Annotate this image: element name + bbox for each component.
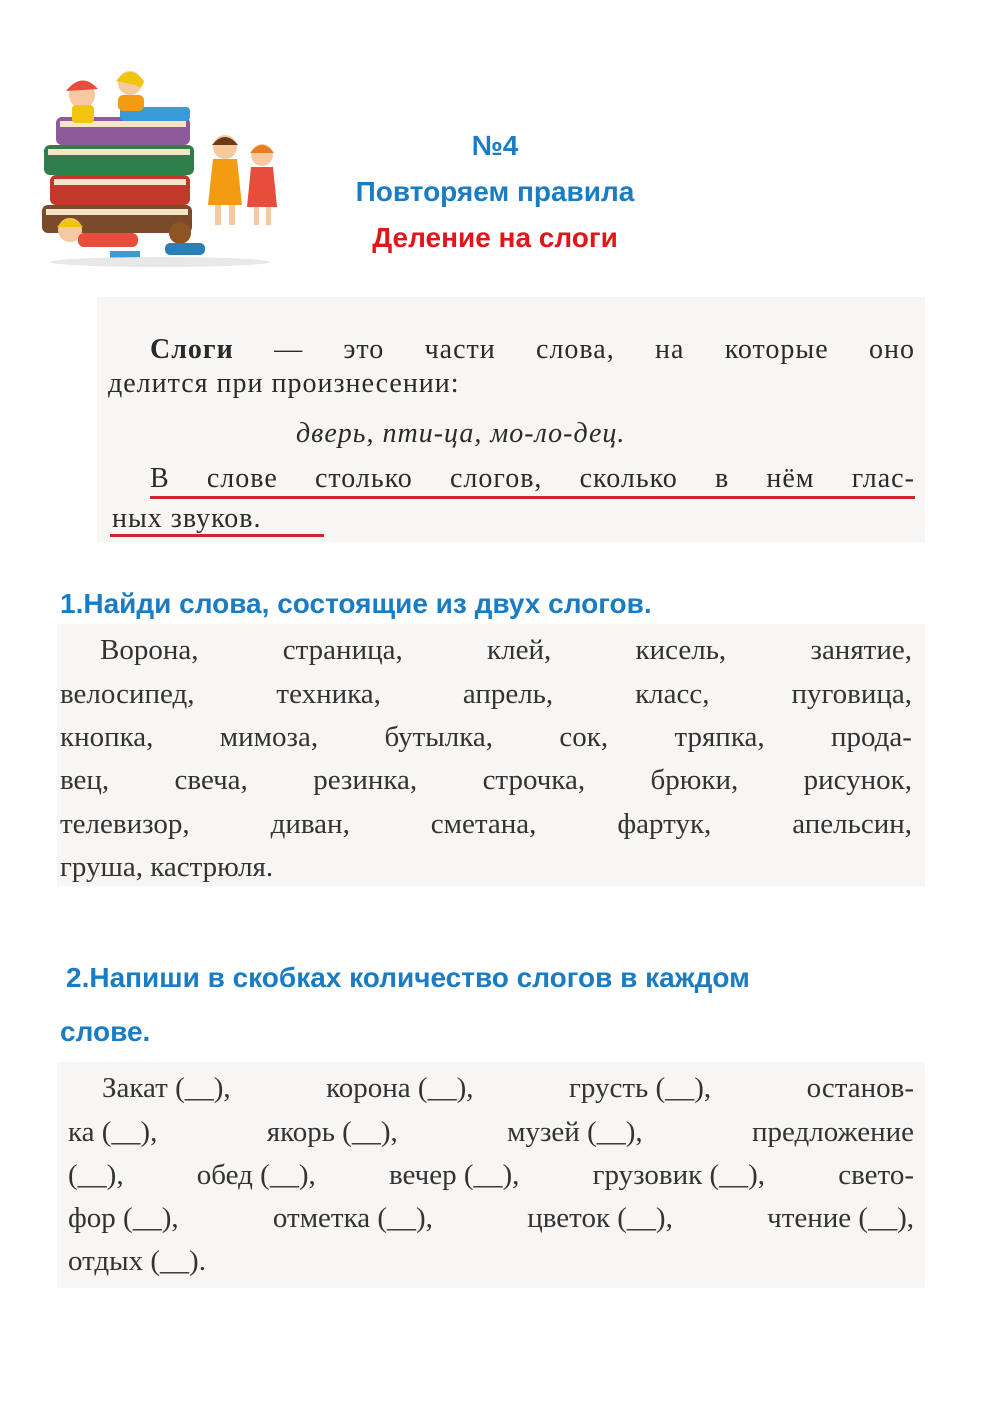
word[interactable]: апрель, [462, 678, 554, 710]
word[interactable]: рисунок, [803, 764, 912, 796]
task1-line [60, 678, 912, 711]
word-with-blank[interactable]: цветок (__), [527, 1202, 673, 1234]
task2-line [68, 1245, 206, 1278]
task2-line [68, 1159, 914, 1192]
word-with-blank[interactable]: грузовик (__), [592, 1159, 766, 1191]
rule-word: слогов, [450, 463, 543, 494]
word[interactable]: диван, [270, 808, 350, 840]
word[interactable]: свеча, [174, 764, 248, 796]
task2-heading: 2.Напиши в скобках количество слогов в каждом [66, 962, 750, 993]
word-with-blank[interactable]: предложение [752, 1116, 914, 1148]
rule-word: части [424, 334, 496, 365]
rule-word: это [343, 334, 385, 365]
word[interactable]: бутылка, [384, 721, 493, 753]
word-with-blank[interactable]: отметка (__), [272, 1202, 433, 1234]
task2-line [68, 1116, 914, 1149]
word[interactable]: апельсин, [792, 808, 912, 840]
word-with-blank[interactable]: грусть (__), [569, 1072, 712, 1104]
task1-line [100, 634, 912, 667]
children-books-illustration [30, 55, 290, 270]
word-with-blank[interactable]: отдых (__). [68, 1245, 206, 1277]
word-with-blank[interactable]: обед (__), [196, 1159, 316, 1191]
rule-word: оно [868, 334, 915, 365]
word[interactable]: страница, [282, 634, 403, 666]
word[interactable]: клей, [487, 634, 552, 666]
word[interactable]: кисель, [635, 634, 727, 666]
rule-example: дверь, пти-ца, мо-ло-дец. [296, 418, 626, 449]
worksheet-subtitle: Повторяем правила [355, 176, 635, 207]
rule-word: — [274, 334, 304, 365]
worksheet-number: №4 [471, 130, 519, 161]
word[interactable]: телевизор, [60, 808, 190, 840]
word[interactable]: груша, кастрюля. [60, 851, 274, 883]
word[interactable]: вец, [60, 764, 110, 796]
task1-line [60, 721, 912, 754]
rule-line-3 [150, 463, 915, 495]
task2-line [68, 1202, 914, 1235]
word[interactable]: техника, [276, 678, 381, 710]
rule-word: в [714, 463, 730, 494]
task2-line [102, 1072, 914, 1105]
word-with-blank[interactable]: музей (__), [507, 1116, 643, 1148]
word[interactable]: фартук, [617, 808, 712, 840]
word-with-blank[interactable]: ка (__), [68, 1116, 158, 1148]
rule-term: Слоги [150, 334, 234, 365]
word-with-blank[interactable]: фор (__), [68, 1202, 179, 1234]
rule-underline [110, 534, 324, 537]
word[interactable]: резинка, [313, 764, 418, 796]
rule-line-2: делится при произнесении: [108, 368, 460, 399]
word[interactable]: класс, [635, 678, 710, 710]
word-with-blank[interactable]: останов- [806, 1072, 914, 1104]
rule-word: слове [206, 463, 278, 494]
word[interactable]: кнопка, [60, 721, 154, 753]
word[interactable]: брюки, [650, 764, 739, 796]
rule-word: на [655, 334, 685, 365]
word[interactable]: сметана, [430, 808, 537, 840]
task1-heading: 1.Найди слова, состоящие из двух слогов. [60, 588, 652, 619]
rule-line-4: ных звуков. [112, 503, 262, 534]
rule-word: В [150, 463, 170, 494]
rule-word: глас- [851, 463, 915, 494]
task1-line [60, 808, 912, 841]
word[interactable]: велосипед, [60, 678, 195, 710]
word[interactable]: сок, [559, 721, 609, 753]
task1-line [60, 851, 273, 884]
rule-word: сколько [579, 463, 678, 494]
worksheet-topic: Деление на слоги [372, 222, 618, 253]
word-with-blank[interactable]: чтение (__), [767, 1202, 914, 1234]
task1-line [60, 764, 912, 797]
rule-underline [150, 496, 915, 499]
rule-word: нём [766, 463, 815, 494]
word[interactable]: Ворона, [100, 634, 199, 666]
rule-word: которые [724, 334, 829, 365]
rule-word: слова, [536, 334, 615, 365]
rule-word: столько [314, 463, 413, 494]
word[interactable]: строчка, [482, 764, 586, 796]
word-with-blank[interactable]: Закат (__), [102, 1072, 231, 1104]
word-with-blank[interactable]: вечер (__), [388, 1159, 520, 1191]
word[interactable]: прода- [830, 721, 912, 753]
word-with-blank[interactable]: якорь (__), [266, 1116, 398, 1148]
word-with-blank[interactable]: (__), [68, 1159, 124, 1191]
word-with-blank[interactable]: корона (__), [326, 1072, 474, 1104]
word[interactable]: тряпка, [674, 721, 765, 753]
task2-heading-cont: слове. [60, 1016, 151, 1047]
word[interactable]: мимоза, [219, 721, 319, 753]
rule-line-1 [150, 334, 915, 366]
word[interactable]: пуговица, [791, 678, 912, 710]
word[interactable]: занятие, [810, 634, 912, 666]
word-with-blank[interactable]: свето- [838, 1159, 914, 1191]
